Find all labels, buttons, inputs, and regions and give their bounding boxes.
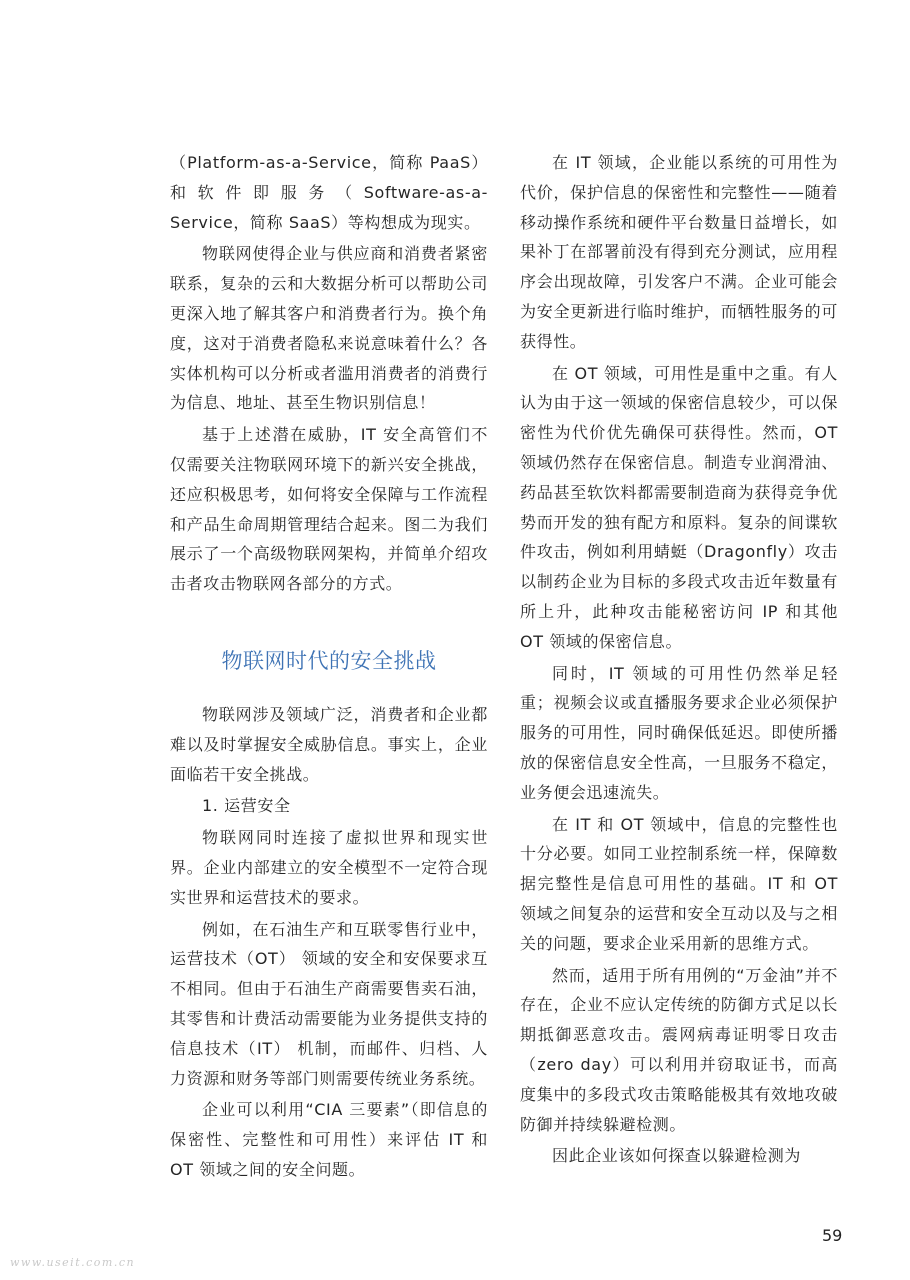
body-paragraph: 物联网同时连接了虚拟世界和现实世界。企业内部建立的安全模型不一定符合现实世界和运营技术的要求。 — [170, 828, 488, 907]
body-paragraph: 物联网使得企业与供应商和消费者紧密联系，复杂的云和大数据分析可以帮助公司更深入地了解其客户和消费者行为。换个角度，这对于消费者隐私来说意味着什么？各实体机构可以分析或者滥用消费者的消费行为信息、地址、甚至生物识别信息！ — [170, 244, 488, 413]
body-paragraph: 在 OT 领域，可用性是重中之重。有人认为由于这一领域的保密信息较少，可以保密性为代价优先确保可获得性。然而，OT 领域仍然存在保密信息。制造专业润滑油、药品甚至软饮料都需要制造商为获得竞争优势而开发的独有配方和原料。复杂的间谍软件攻击，例如利用蜻蜓（Dragonfly）攻击以制药企业为目标的多段式攻击近年数量有所上升，此种攻击能秘密访问 IP 和其他 OT 领域的保密信息。 — [520, 363, 838, 651]
body-paragraph: 同时，IT 领域的可用性仍然举足轻重；视频会议或直播服务要求企业必须保护服务的可用性，同时确保低延迟。即使所播放的保密信息安全性高，一旦服务不稳定，业务便会迅速流失。 — [520, 663, 838, 802]
body-paragraph: 然而，适用于所有用例的“万金油”并不存在，企业不应认定传统的防御方式足以长期抵御恶意攻击。震网病毒证明零日攻击（zero day）可以利用并窃取证书，而高度集中的多段式攻击策略能极其有效地攻破防御并持续躲避检测。 — [520, 965, 838, 1134]
body-paragraph: 因此企业该如何探查以躲避检测为 — [552, 1146, 802, 1166]
body-paragraph: 在 IT 和 OT 领域中，信息的完整性也十分必要。如同工业控制系统一样，保障数据完整性是信息可用性的基础。IT 和 OT 领域之间复杂的运营和安全互动以及与之相关的问题，要求企业采用新的思维方式。 — [520, 814, 838, 953]
body-paragraph: 例如，在石油生产和互联零售行业中，运营技术（OT） 领域的安全和安保要求互不相同。但由于石油生产商需要售卖石油，其零售和计费活动需要能为业务提供支持的信息技术（IT） 机制，而邮件、归档、人力资源和财务等部门则需要传统业务系统。 — [170, 919, 488, 1088]
body-paragraph: 物联网涉及领域广泛，消费者和企业都难以及时掌握安全威胁信息。事实上，企业面临若干安全挑战。 — [170, 704, 488, 784]
subsection-heading: 1. 运营安全 — [202, 796, 291, 816]
page-number: 59 — [822, 1226, 843, 1245]
left-column — [170, 148, 488, 1187]
right-column — [520, 148, 838, 1173]
body-paragraph: 企业可以利用“CIA 三要素”（即信息的保密性、完整性和可用性）来评估 IT 和 OT 领域之间的安全问题。 — [170, 1100, 488, 1179]
body-paragraph: （Platform-as-a-Service，简称 PaaS）和软件即服务（Software-as-a-Service，简称 SaaS）等构想成为现实。 — [170, 153, 488, 232]
watermark: www.useit.com.cn — [10, 1256, 136, 1269]
body-paragraph: 在 IT 领域，企业能以系统的可用性为代价，保护信息的保密性和完整性——随着移动操作系统和硬件平台数量日益增长，如果补丁在部署前没有得到充分测试，应用程序会出现故障，引发客户不满。企业可能会为安全更新进行临时维护，而牺牲服务的可获得性。 — [520, 153, 838, 351]
section-heading: 物联网时代的安全挑战 — [221, 648, 437, 673]
body-paragraph: 基于上述潜在威胁，IT 安全高管们不仅需要关注物联网环境下的新兴安全挑战，还应积极思考，如何将安全保障与工作流程和产品生命周期管理结合起来。图二为我们展示了一个高级物联网架构，并简单介绍攻击者攻击物联网各部分的方式。 — [170, 425, 488, 594]
